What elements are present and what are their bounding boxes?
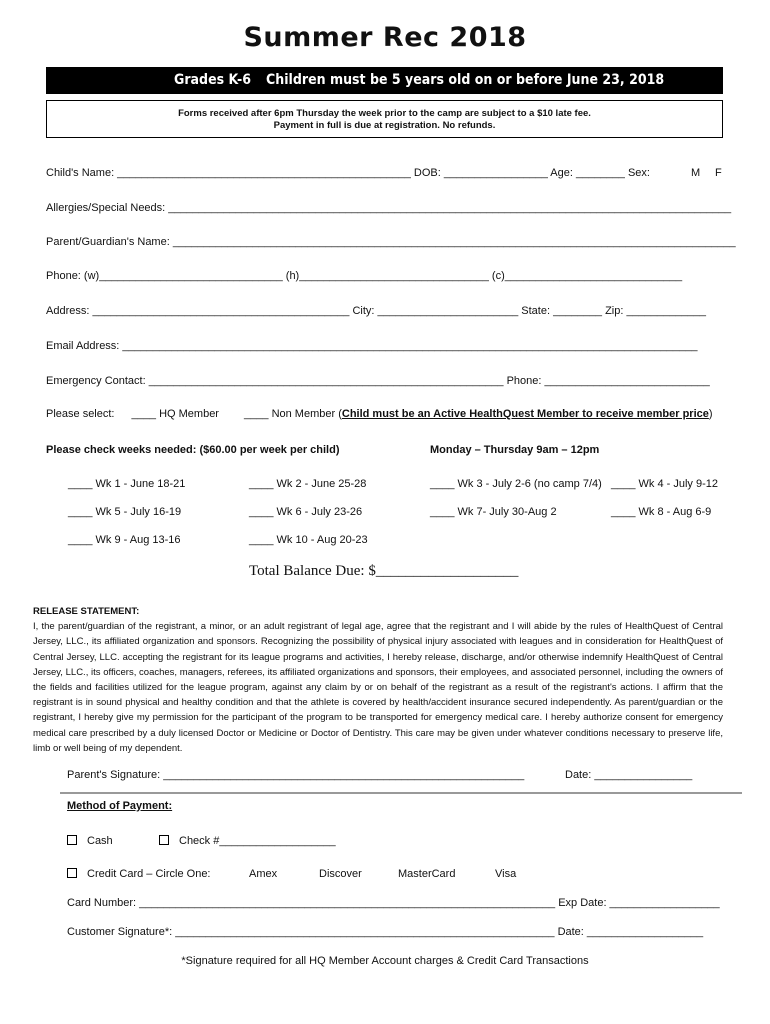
- credit-card-checkbox[interactable]: [67, 868, 77, 878]
- total-balance-due[interactable]: Total Balance Due: $___________________: [249, 563, 519, 579]
- card-visa[interactable]: Visa: [495, 868, 517, 880]
- cash-checkbox[interactable]: [67, 835, 77, 845]
- credit-card-option[interactable]: [67, 868, 211, 880]
- signature-footnote: *Signature required for all HQ Member Account charges & Credit Card Transactions: [181, 955, 589, 967]
- sex-m-option[interactable]: M: [691, 167, 701, 179]
- phone-field[interactable]: Phone: (w)______________________________ (h)_______________________________ (c)_____________________________: [46, 270, 683, 282]
- weeks-heading: Please check weeks needed: ($60.00 per week per child): [46, 444, 340, 456]
- parent-signature-field[interactable]: Parent's Signature: ___________________________________________________________: [67, 769, 525, 781]
- release-body: I, the parent/guardian of the registrant, a minor, or an adult registrant of legal age, agree that the registrant and I will abide by the rules of HealthQuest of Central Jersey, LLC., its affiliated organization and sponsors. Recognizing the possibility of physical injury associated with leagues and in consideration for HealthQuest of Central Jersey, LLC. accepting the registrant for its league programs and activities, I hereby release, discharge, and/or otherwise indemnify HealthQuest of Central Jersey, LLC., its officers, coaches, managers, referees, its affiliated organizations and sponsors, their employees, and associated personnel, including the owners of the fields and facilities utilized for the league program, against any claim by or on behalf of the registrant as a result of the registrant's actions. I affirm that the registrant is in sound physical and healthy condition and that the athlete is covered by health/accident insurance secured independently. As parent/guardian or the registrant, I hereby give my permission for the participant of the program to be transported for emergency medical care. I hereby authorize consent for emergency medical care prescribed by a duly licensed Doctor or Medicine or Doctor of Dentistry. This care may be given under whatever conditions necessary to preserve life, limb or well being of my dependent.: [33, 621, 723, 754]
- membership-select: [46, 408, 713, 420]
- parent-name-field[interactable]: Parent/Guardian's Name: ____________________________________________________________________________________________: [46, 236, 736, 248]
- address-field[interactable]: Address: __________________________________________ City: _______________________ State: ________ Zip: _____________: [46, 305, 706, 317]
- member-price-note: Child must be an Active HealthQuest Member to receive member price: [341, 408, 709, 420]
- card-discover[interactable]: Discover: [319, 868, 362, 880]
- week-option[interactable]: ____ Wk 4 - July 9-12: [611, 478, 718, 490]
- customer-signature-field[interactable]: Customer Signature*: ______________________________________________________________ Date: ___________________: [67, 926, 704, 938]
- release-heading: RELEASE STATEMENT:: [33, 606, 140, 617]
- week-option[interactable]: ____ Wk 10 - Aug 20-23: [249, 534, 368, 546]
- week-option[interactable]: ____ Wk 2 - June 25-28: [249, 478, 367, 490]
- check-checkbox[interactable]: [159, 835, 169, 845]
- credit-card-label: Credit Card – Circle One:: [87, 868, 211, 880]
- camp-schedule: Monday – Thursday 9am – 12pm: [430, 444, 600, 456]
- hq-member-option[interactable]: ____ HQ Member: [131, 408, 219, 420]
- week-option[interactable]: ____ Wk 8 - Aug 6-9: [611, 506, 712, 518]
- membership-label: Please select:: [46, 408, 115, 420]
- cash-label: Cash: [87, 835, 113, 847]
- non-member-option[interactable]: ____ Non Member (: [244, 408, 342, 420]
- week-option[interactable]: ____ Wk 6 - July 23-26: [249, 506, 363, 518]
- payment-heading: Method of Payment:: [67, 800, 173, 812]
- page-title: Summer Rec 2018: [243, 22, 527, 53]
- cash-option[interactable]: [67, 835, 113, 847]
- week-option[interactable]: ____ Wk 9 - Aug 13-16: [68, 534, 181, 546]
- card-mastercard[interactable]: MasterCard: [398, 868, 456, 880]
- child-name-field[interactable]: Child's Name: ________________________________________________ DOB: _________________ Age: ________ Sex:: [46, 167, 650, 179]
- check-label: Check #___________________: [179, 835, 336, 847]
- week-option[interactable]: ____ Wk 7- July 30-Aug 2: [430, 506, 557, 518]
- parent-signature-date[interactable]: Date: ________________: [565, 769, 693, 781]
- sex-f-option[interactable]: F: [715, 167, 722, 179]
- allergies-field[interactable]: Allergies/Special Needs: ____________________________________________________________________________________________: [46, 202, 732, 214]
- membership-note-close: ): [708, 408, 713, 420]
- card-number-field[interactable]: Card Number: ____________________________________________________________________ Exp Date: __________________: [67, 897, 720, 909]
- grades-banner: [46, 67, 723, 94]
- notice-line-1: Forms received after 6pm Thursday the week prior to the camp are subject to a $10 late fee.: [178, 108, 591, 119]
- late-fee-notice: [46, 100, 723, 138]
- age-rule: Children must be 5 years old on or before June 23, 2018: [266, 72, 665, 88]
- divider: [60, 792, 742, 794]
- release-statement: [33, 604, 723, 756]
- email-field[interactable]: Email Address: ______________________________________________________________________________________________: [46, 340, 698, 352]
- grades-label: Grades K-6: [174, 72, 252, 88]
- card-amex[interactable]: Amex: [249, 868, 278, 880]
- notice-line-2: Payment in full is due at registration. No refunds.: [273, 120, 496, 131]
- week-option[interactable]: ____ Wk 3 - July 2-6 (no camp 7/4): [430, 478, 602, 490]
- check-option[interactable]: [159, 835, 336, 847]
- emergency-contact-field[interactable]: Emergency Contact: __________________________________________________________ Phone: ___________________________: [46, 375, 710, 387]
- week-option[interactable]: ____ Wk 5 - July 16-19: [68, 506, 182, 518]
- week-option[interactable]: ____ Wk 1 - June 18-21: [68, 478, 186, 490]
